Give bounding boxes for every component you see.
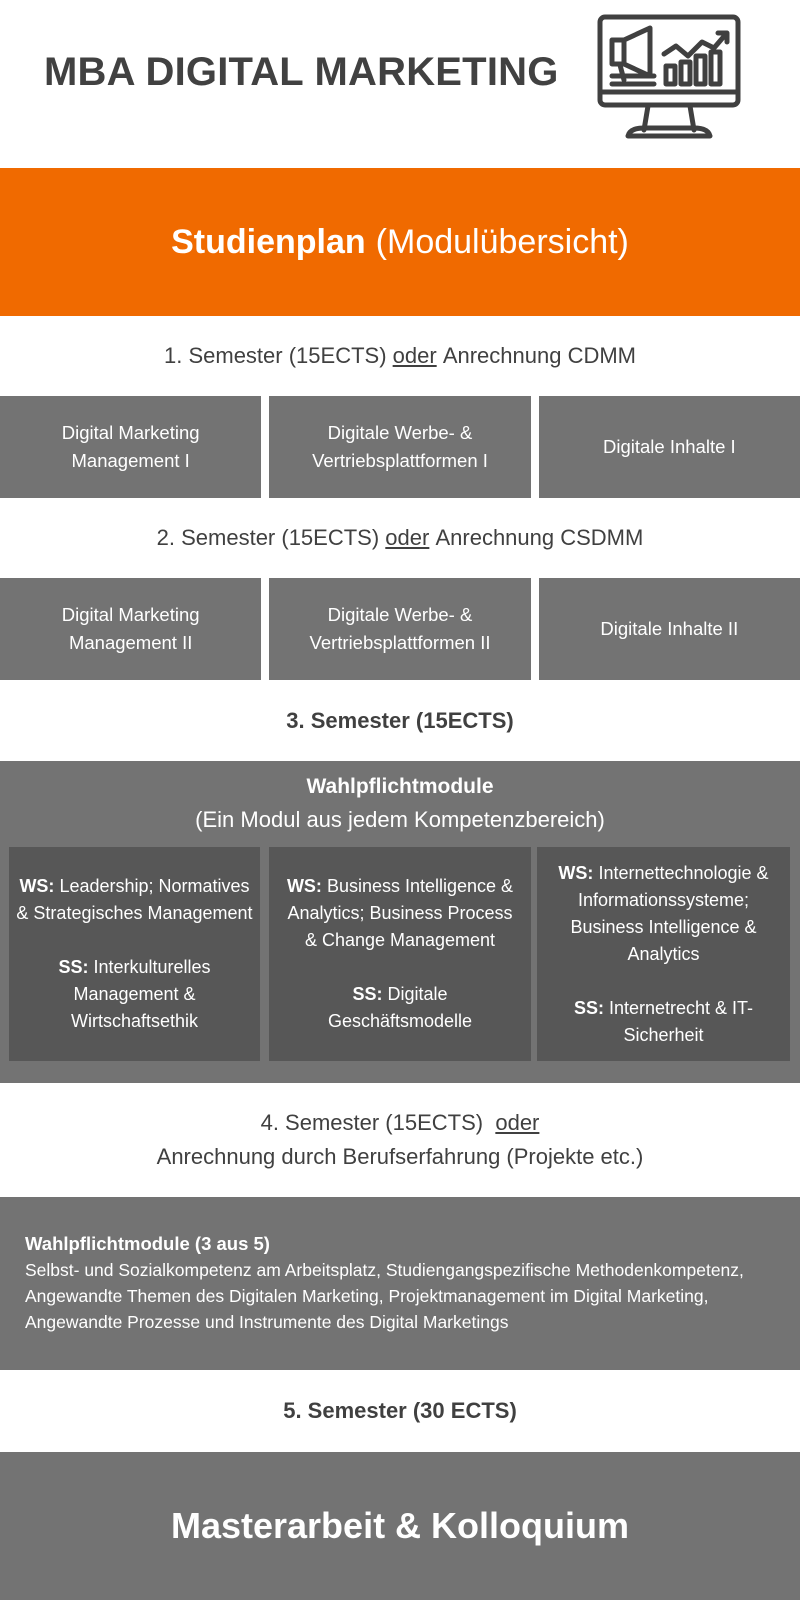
electives-title: Wahlpflichtmodule (3 aus 5) xyxy=(25,1233,270,1254)
master-thesis-block: Masterarbeit & Kolloquium xyxy=(0,1452,800,1600)
module-card: Digital Marketing Management I xyxy=(0,396,261,498)
studienplan-banner xyxy=(0,168,800,316)
electives-subtitle: (Ein Modul aus jedem Kompetenzbereich) xyxy=(195,807,605,832)
semester-4-electives xyxy=(0,1197,800,1370)
electives-title: Wahlpflichtmodule xyxy=(306,775,494,798)
electives-text: Selbst- und Sozialkompetenz am Arbeitsplatz, Studiengangspezifische Methodenkompetenz, Angewandte Themen des Digitalen Marketing, Projektmanagement im Digital Marketing, Angewandte Prozesse und Instrumente des Digital Marketings xyxy=(25,1260,744,1332)
module-card: Digitale Werbe- & Vertriebsplattformen II xyxy=(269,578,530,680)
semester-3-heading: 3. Semester (15ECTS) xyxy=(0,680,800,761)
banner-title: Studienplan xyxy=(171,222,366,261)
elective-box: WS: Business Intelligence & Analytics; Business Process & Change Management SS: Digitale Geschäftsmodelle xyxy=(269,847,531,1061)
semester-4-heading: 4. Semester (15ECTS) oder Anrechnung durch Berufserfahrung (Projekte etc.) xyxy=(0,1083,800,1197)
elective-box: WS: Leadership; Normatives & Strategisches Management SS: Interkulturelles Management & Wirtschaftsethik xyxy=(9,847,260,1061)
module-card: Digitale Inhalte I xyxy=(539,396,800,498)
semester-1-modules xyxy=(0,396,800,498)
module-card: Digital Marketing Management II xyxy=(0,578,261,680)
semester-2-heading: 2. Semester (15ECTS) oder Anrechnung CSDMM xyxy=(0,498,800,578)
semester-1-heading: 1. Semester (15ECTS) oder Anrechnung CDMM xyxy=(0,316,800,396)
module-card: Digitale Inhalte II xyxy=(539,578,800,680)
semester-5-heading: 5. Semester (30 ECTS) xyxy=(0,1370,800,1452)
semester-2-modules xyxy=(0,578,800,680)
semester-3-electives xyxy=(0,761,800,1083)
page-header xyxy=(0,0,800,168)
monitor-marketing-icon xyxy=(596,14,742,140)
elective-box: WS: Internettechnologie & Informationssysteme; Business Intelligence & Analytics SS: Internetrecht & IT-Sicherheit xyxy=(537,847,790,1061)
module-card: Digitale Werbe- & Vertriebsplattformen I xyxy=(269,396,530,498)
banner-subtitle: (Modulübersicht) xyxy=(375,222,629,261)
page-title: MBA DIGITAL MARKETING xyxy=(44,50,559,94)
